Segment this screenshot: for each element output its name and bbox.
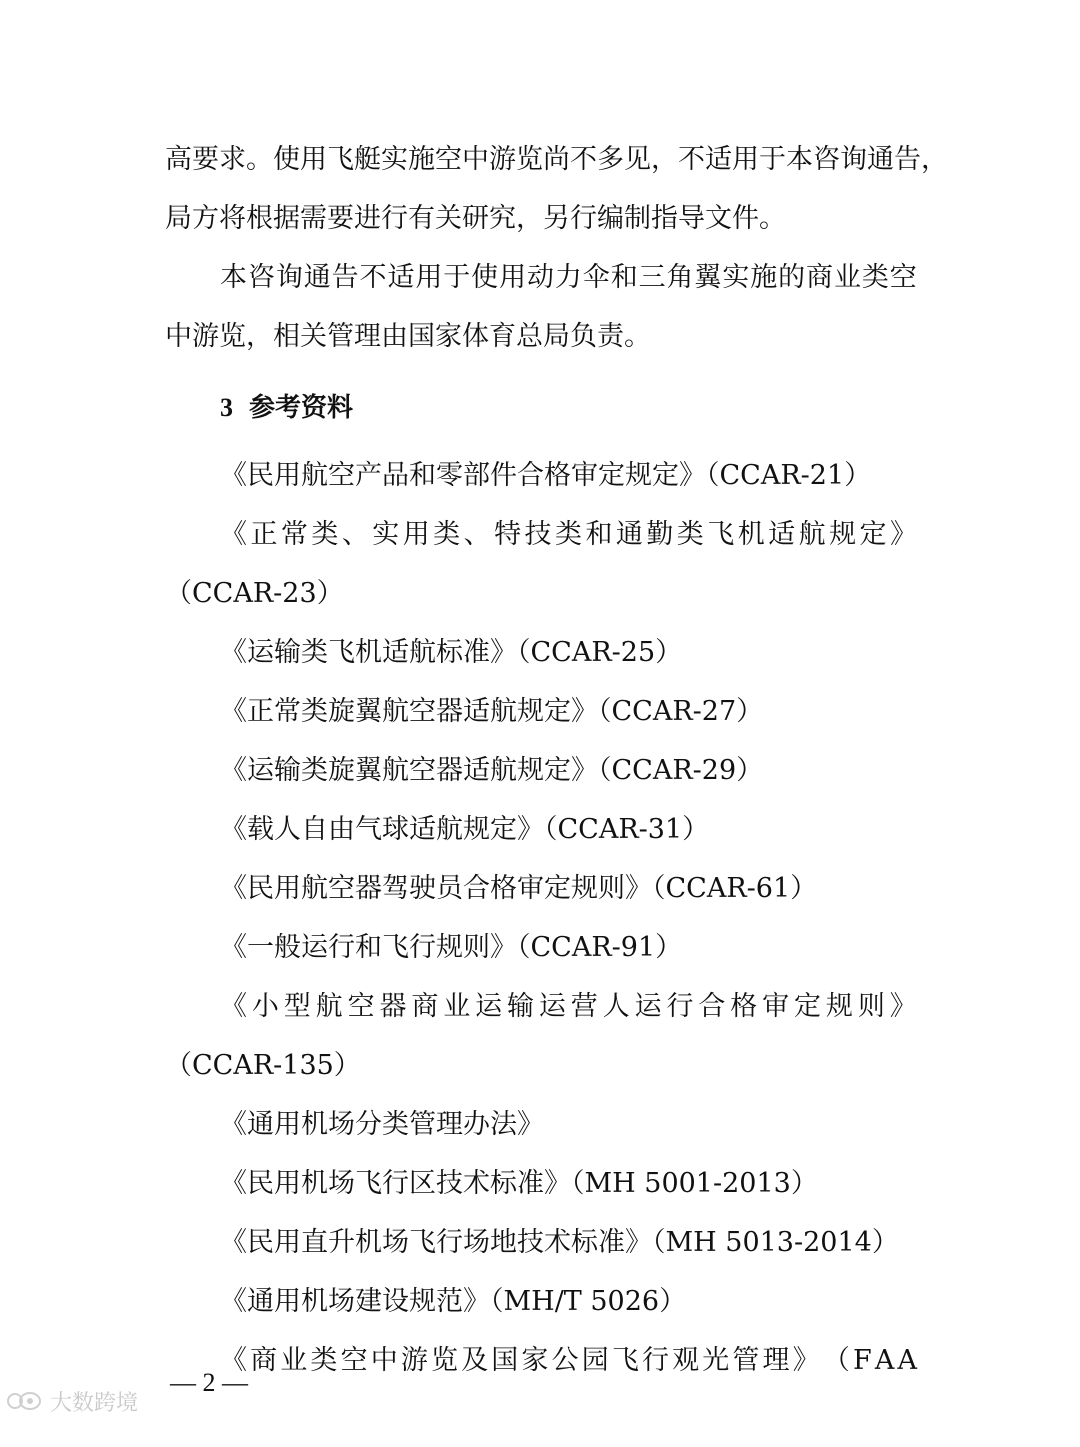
watermark — [6, 1384, 138, 1418]
reference-item: 《 正 常 类 、 实 用 类 、 特 技 类 和 通 勤 类 飞 机 适 航 规 定 》 — [220, 519, 917, 550]
paragraph-1-line-2: 局方将根据需要进行有关研究，另行编制指导文件。 — [165, 203, 786, 234]
reference-item: 《通用机场分类管理办法》 — [220, 1109, 544, 1140]
reference-item: 《 小 型 航 空 器 商 业 运 输 运 营 人 运 行 合 格 审 定 规 则 》 — [220, 991, 917, 1022]
paragraph-1-line-1: 高 要 求 。 使 用 飞 艇 实 施 空 中 游 览 尚 不 多 见 ， 不 适 用 于 本 咨 询 通 告 ， — [165, 144, 948, 175]
reference-item: 《 商 业 类 空 中 游 览 及 国 家 公 园 飞 行 观 光 管 理 》 （ F A A — [220, 1345, 917, 1376]
reference-item: 《民用直升机场飞行场地技术标准》（MH 5013-2014） — [220, 1227, 899, 1258]
section-number: 3 — [220, 393, 233, 422]
reference-item: 《民用机场飞行区技术标准》（MH 5001-2013） — [220, 1168, 818, 1199]
paragraph-2-line-2: 中游览，相关管理由国家体育总局负责。 — [165, 321, 651, 352]
reference-item-continuation: （CCAR-23） — [165, 578, 344, 609]
reference-item-continuation: （CCAR-135） — [165, 1050, 361, 1081]
reference-item: 《运输类旋翼航空器适航规定》（CCAR-29） — [220, 755, 764, 786]
paragraph-2-line-1: 本 咨 询 通 告 不 适 用 于 使 用 动 力 伞 和 三 角 翼 实 施 的 商 业 类 空 — [220, 262, 917, 293]
reference-item: 《民用航空器驾驶员合格审定规则》（CCAR-61） — [220, 873, 818, 904]
reference-item: 《运输类飞机适航标准》（CCAR-25） — [220, 637, 683, 668]
reference-item: 《正常类旋翼航空器适航规定》（CCAR-27） — [220, 696, 764, 727]
watermark-text: 大数跨境 — [50, 1390, 139, 1416]
page-number: — 2 — — [170, 1368, 248, 1397]
section-heading — [220, 388, 917, 428]
reference-item: 《民用航空产品和零部件合格审定规定》（CCAR-21） — [220, 460, 872, 491]
section-title: 参考资料 — [249, 393, 354, 423]
reference-item: 《一般运行和飞行规则》（CCAR-91） — [220, 932, 683, 963]
reference-item: 《载人自由气球适航规定》（CCAR-31） — [220, 814, 710, 845]
watermark-logo-icon — [6, 1390, 44, 1412]
reference-item: 《通用机场建设规范》（MH/T 5026） — [220, 1286, 687, 1317]
